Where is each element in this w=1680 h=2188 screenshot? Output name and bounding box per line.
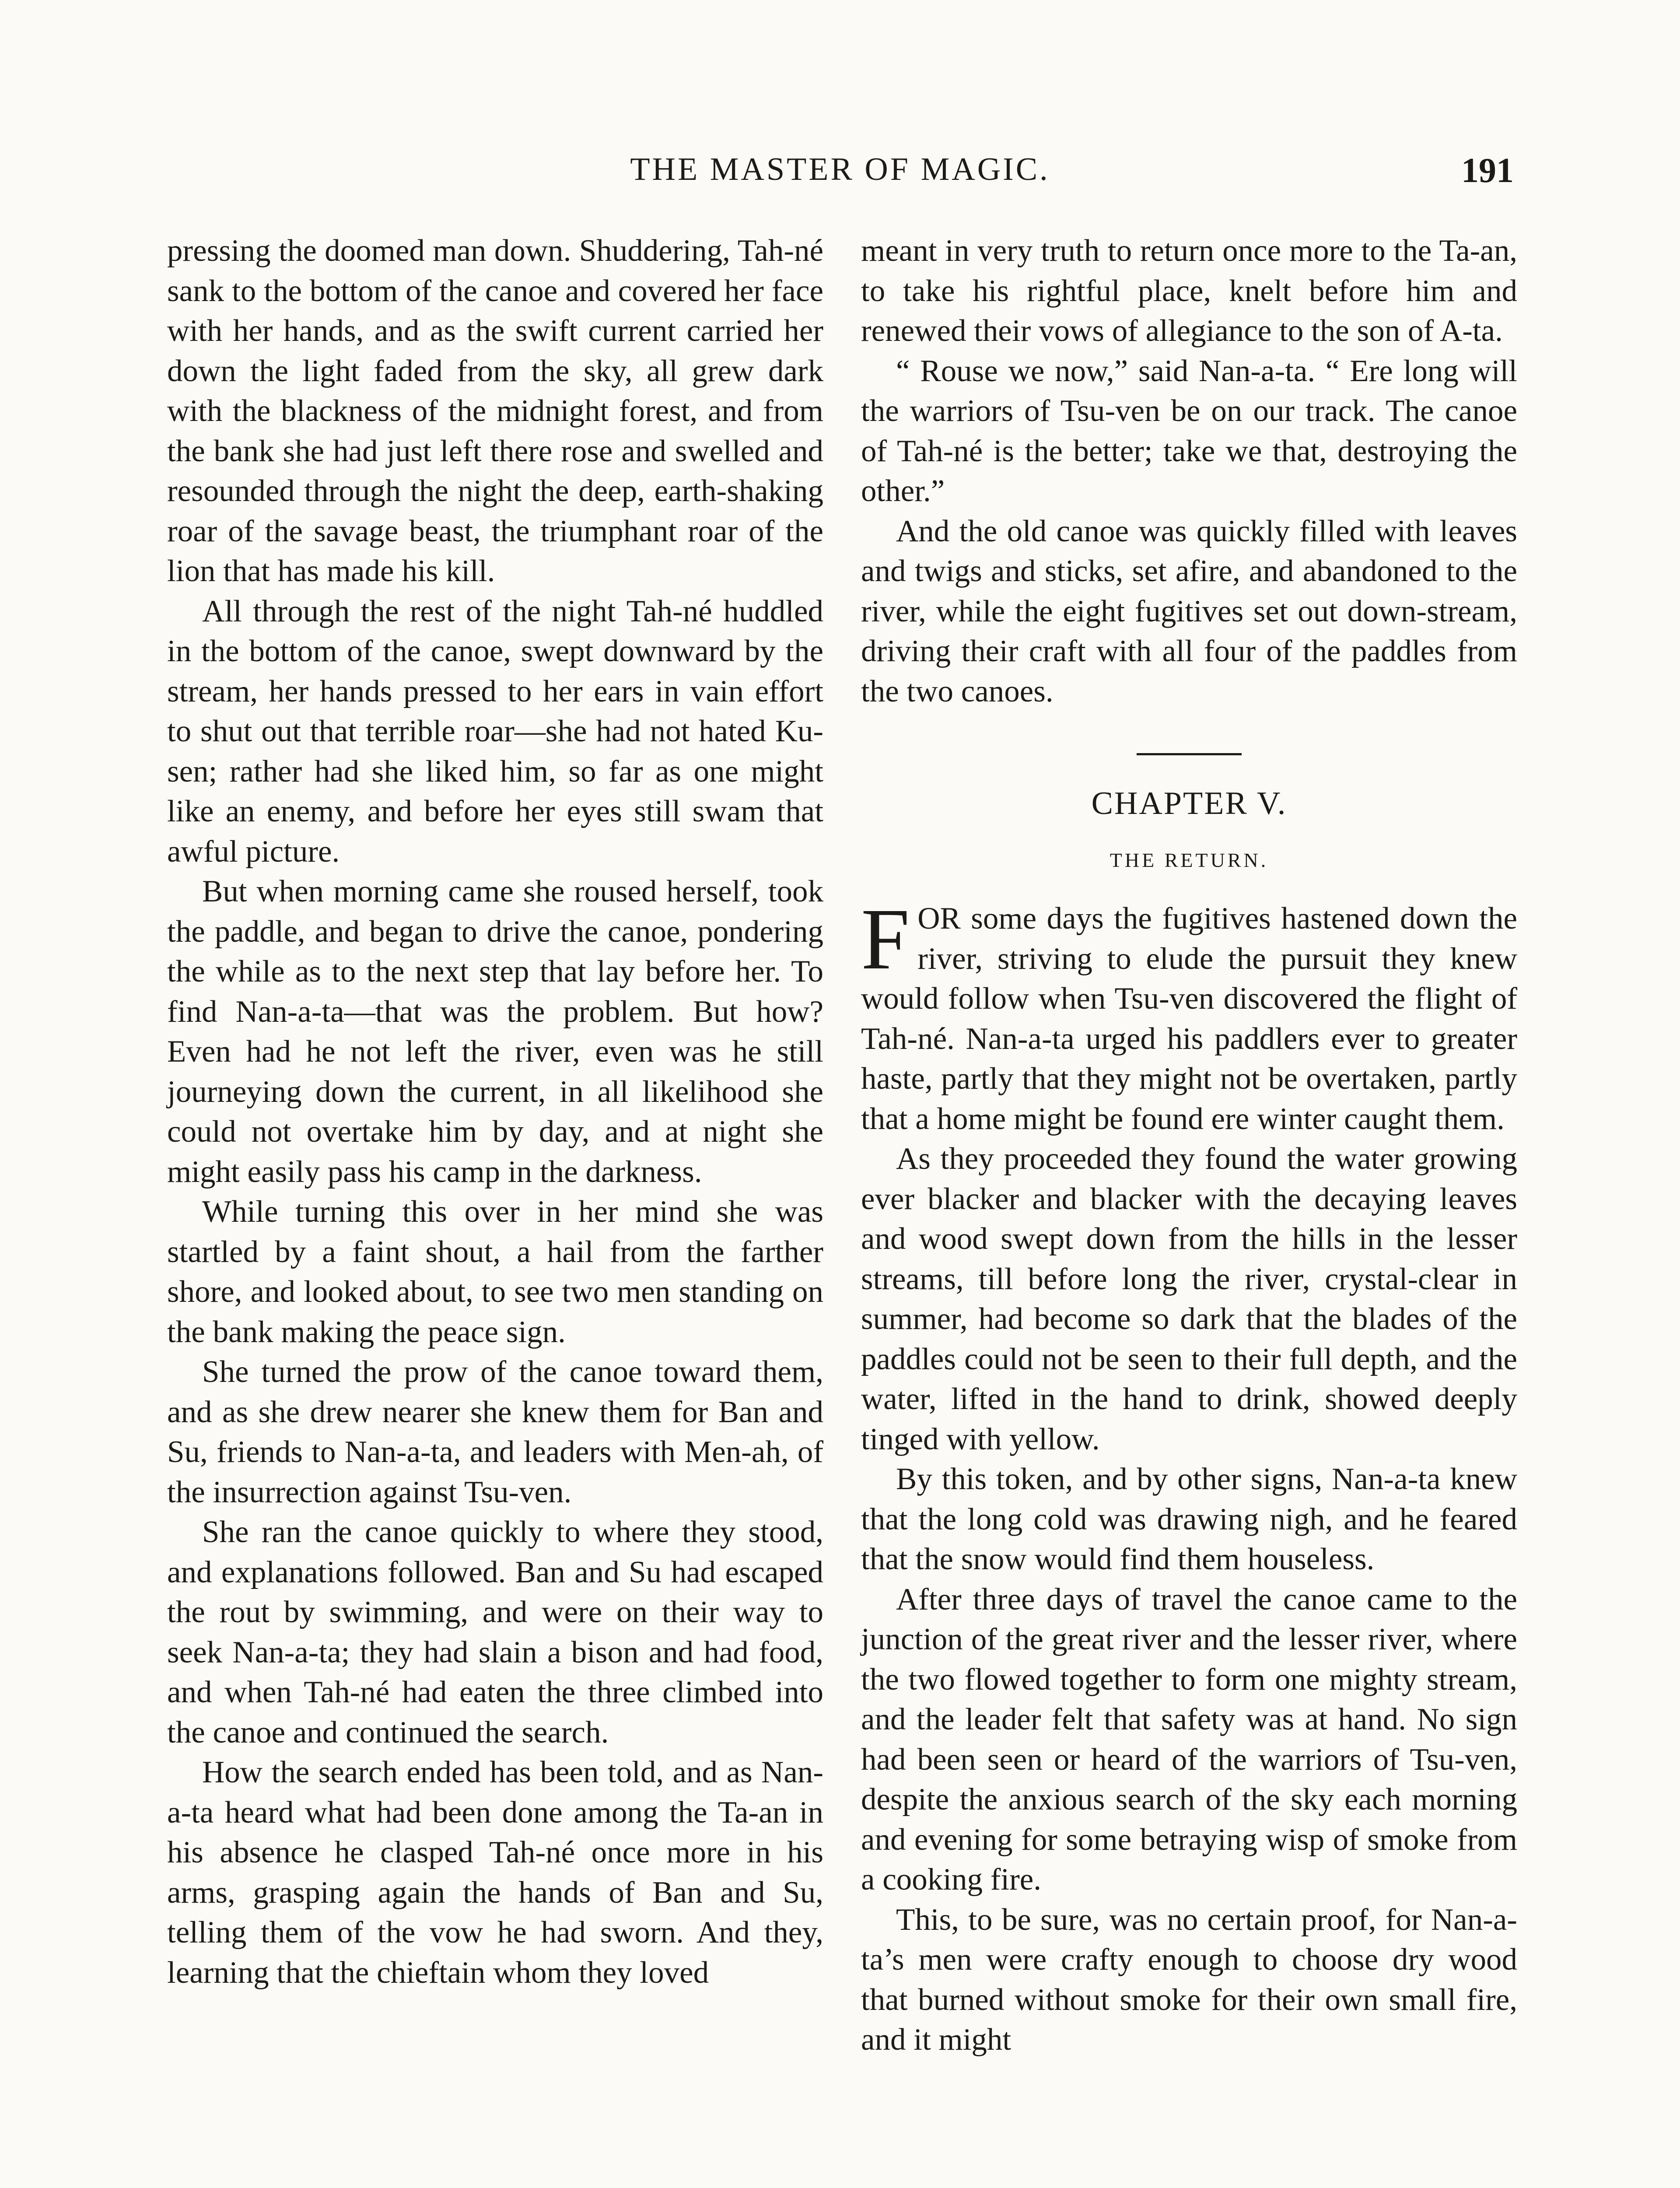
- paragraph: By this token, and by other signs, Nan-a-ta knew that the long cold was drawing nigh, and he feared that the snow would find them houseless.: [861, 1462, 1517, 1576]
- chapter-title: CHAPTER V.: [1091, 785, 1287, 821]
- section-divider: [1137, 753, 1242, 755]
- paragraph: As they proceeded they found the water growing ever blacker and blacker with the decaying leaves and wood swept down from the hills in the lesser streams, till before long the river, crystal-clear in summer, had become so dark that the blades of the paddles could not be seen to their full depth, and the water, lifted in the hand to drink, showed deeply tinged with yellow.: [861, 1142, 1517, 1456]
- paragraph: She ran the canoe quickly to where they stood, and explanations followed. Ban and Su had escaped the rout by swimming, and were on their way to seek Nan-a-ta; they had slain a bison and had food, and when Tah-né had eaten the three climbed into the canoe and continued the search.: [167, 1515, 823, 1750]
- first-paragraph-text: OR some days the fugitives hastened down the river, striving to elude the pursuit they knew would follow when Tsu-ven discovered the flight of Tah-né. Nan-a-ta urged his paddlers ever to greater haste, partly that they might not be overtaken, partly that a home might be found ere winter caught them.: [861, 901, 1517, 1136]
- paragraph: And the old canoe was quickly filled with leaves and twigs and sticks, set afire, and abandoned to the river, while the eight fugitives set out down-stream, driving their craft with all four of the paddles from the two canoes.: [861, 514, 1517, 708]
- paragraph: How the search ended has been told, and as Nan-a-ta heard what had been done among the Ta-an in his absence he clasped Tah-né once more in his arms, grasping again the hands of Ban and Su, telling them of the vow he had sworn. And they, learning that the chieftain whom they loved: [167, 1755, 823, 1990]
- paragraph: meant in very truth to return once more to the Ta-an, to take his rightful place, knelt before him and renewed their vows of allegiance to the son of A-ta.: [861, 234, 1517, 348]
- paragraph: She turned the prow of the canoe toward them, and as she drew nearer she knew them for Ban and Su, friends to Nan-a-ta, and leaders with Men-ah, of the insurrection against Tsu-ven.: [167, 1355, 823, 1509]
- running-head: [166, 151, 1514, 199]
- paragraph: “ Rouse we now,” said Nan-a-ta. “ Ere long will the warriors of Tsu-ven be on our track. The canoe of Tah-né is the better; take we that, destroying the other.”: [861, 354, 1517, 508]
- running-title: THE MASTER OF MAGIC.: [630, 151, 1050, 187]
- left-column: [167, 231, 823, 1993]
- paragraph: All through the rest of the night Tah-né huddled in the bottom of the canoe, swept downward by the stream, her hands pressed to her ears in vain effort to shut out that terrible roar—she had not hated Ku-sen; rather had she liked him, so far as one might like an enemy, and before her eyes still swam that awful picture.: [167, 594, 823, 869]
- right-column: [861, 231, 1517, 2060]
- drop-cap: F: [861, 891, 910, 988]
- chapter-body: [861, 891, 1517, 2060]
- page-number: 191: [1461, 151, 1514, 190]
- paragraph: This, to be sure, was no certain proof, for Nan-a-ta’s men were crafty enough to choose dry wood that burned without smoke for their own small fire, and it might: [861, 1902, 1517, 2057]
- chapter-subtitle: THE RETURN.: [1110, 849, 1269, 871]
- paragraph: While turning this over in her mind she was startled by a faint shout, a hail from the farther shore, and looked about, to see two men standing on the bank making the peace sign.: [167, 1195, 823, 1349]
- paragraph: pressing the doomed man down. Shuddering, Tah-né sank to the bottom of the canoe and covered her face with her hands, and as the swift current carried her down the light faded from the sky, all grew dark with the blackness of the midnight forest, and from the bank she had just left there rose and swelled and resounded through the night the deep, earth-shaking roar of the savage beast, the triumphant roar of the lion that has made his kill.: [167, 234, 823, 588]
- paragraph: But when morning came she roused herself, took the paddle, and began to drive the canoe, pondering the while as to the next step that lay before her. To find Nan-a-ta—that was the problem. But how? Even had he not left the river, even was he still journeying down the current, in all likelihood she could not overtake him by day, and at night she might easily pass his camp in the darkness.: [167, 874, 823, 1189]
- paragraph: After three days of travel the canoe came to the junction of the great river and the lesser river, where the two flowed together to form one mighty stream, and the leader felt that safety was at hand. No sign had been seen or heard of the warriors of Tsu-ven, despite the anxious search of the sky each morning and evening for some betraying wisp of smoke from a cooking fire.: [861, 1582, 1517, 1897]
- chapter-first-paragraph: [861, 891, 1517, 1139]
